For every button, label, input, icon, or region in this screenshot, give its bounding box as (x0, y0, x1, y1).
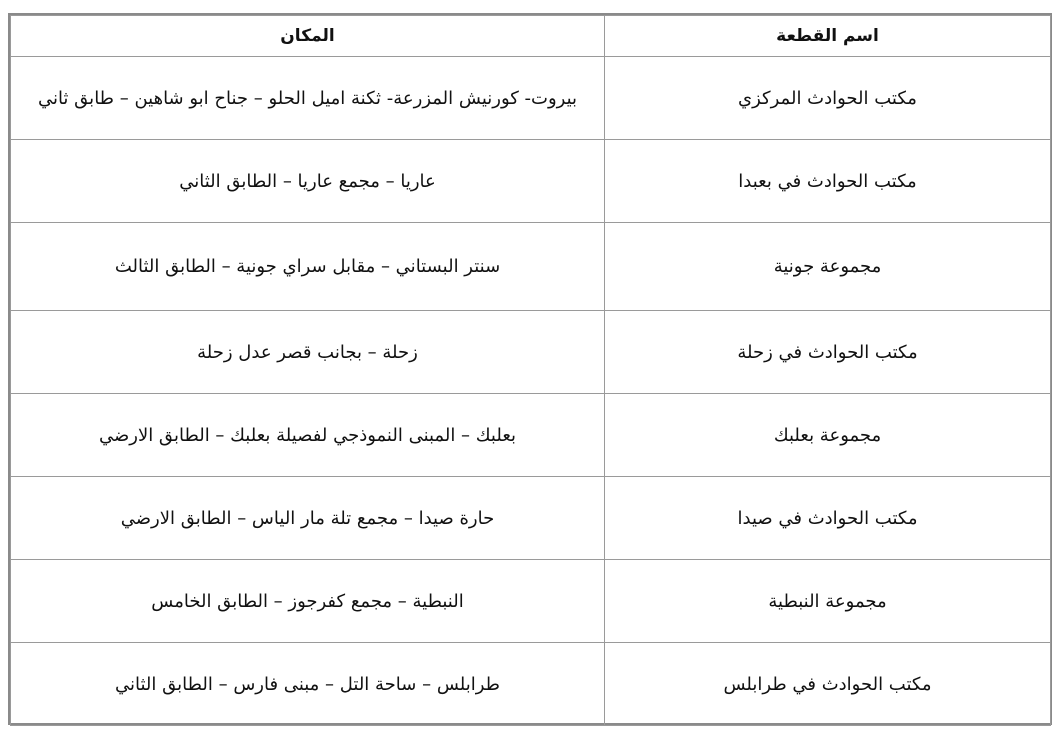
unit-name-cell: مكتب الحوادث في طرابلس (605, 643, 1051, 726)
header-row (11, 16, 1051, 57)
table-row (11, 477, 1051, 560)
table-body (11, 57, 1051, 726)
header-unit-name: اسم القطعة (605, 16, 1051, 57)
unit-name-cell: مجموعة النبطية (605, 560, 1051, 643)
location-cell: طرابلس – ساحة التل – مبنى فارس – الطابق الثاني (11, 643, 605, 726)
unit-name-cell: مجموعة جونية (605, 223, 1051, 311)
unit-name-cell: مكتب الحوادث المركزي (605, 57, 1051, 140)
location-cell: سنتر البستاني – مقابل سراي جونية – الطابق الثالث (11, 223, 605, 311)
unit-name-cell: مكتب الحوادث في زحلة (605, 311, 1051, 394)
table-row (11, 394, 1051, 477)
unit-name-cell: مكتب الحوادث في بعبدا (605, 140, 1051, 223)
table-row (11, 560, 1051, 643)
table-row (11, 643, 1051, 726)
header-location: المكان (11, 16, 605, 57)
location-cell: زحلة – بجانب قصر عدل زحلة (11, 311, 605, 394)
location-cell: النبطية – مجمع كفرجوز – الطابق الخامس (11, 560, 605, 643)
unit-name-cell: مكتب الحوادث في صيدا (605, 477, 1051, 560)
table-row (11, 223, 1051, 311)
table-header (11, 16, 1051, 57)
table-row (11, 57, 1051, 140)
location-cell: بيروت- كورنيش المزرعة- ثكنة اميل الحلو – جناح ابو شاهين – طابق ثاني (11, 57, 605, 140)
location-cell: حارة صيدا – مجمع تلة مار الياس – الطابق الارضي (11, 477, 605, 560)
location-cell: عاريا – مجمع عاريا – الطابق الثاني (11, 140, 605, 223)
location-cell: بعلبك – المبنى النموذجي لفصيلة بعلبك – الطابق الارضي (11, 394, 605, 477)
table-row (11, 311, 1051, 394)
locations-table-frame (8, 13, 1052, 725)
locations-table (10, 15, 1051, 726)
table-row (11, 140, 1051, 223)
unit-name-cell: مجموعة بعلبك (605, 394, 1051, 477)
